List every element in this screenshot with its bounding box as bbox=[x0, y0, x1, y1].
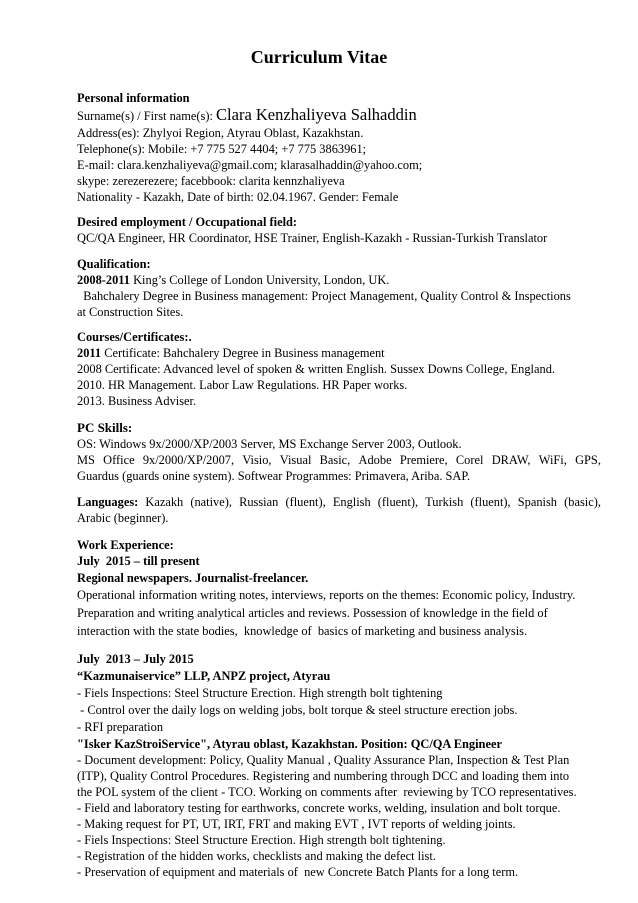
job1-period: July 2015 – till present bbox=[77, 554, 200, 568]
job3-line-6: - Fiels Inspections: Steel Structure Erection. High strength bolt tightening. bbox=[77, 833, 446, 847]
pc-word: Corel bbox=[455, 453, 484, 467]
job3-line-4: - Field and laboratory testing for earthworks, concrete works, welding, insulation and bolt torque. bbox=[77, 801, 561, 815]
job1-line-1: Operational information writing notes, interviews, reports on the themes: Economic policy, Industry. bbox=[77, 588, 576, 602]
job2-line-1: - Fiels Inspections: Steel Structure Erection. High strength bolt tightening bbox=[77, 686, 443, 700]
job2-line-2: - Control over the daily logs on welding jobs, bolt torque & steel structure erection jobs. bbox=[77, 703, 518, 717]
desired-heading: Desired employment / Occupational field: bbox=[77, 215, 298, 229]
languages-heading: Languages: bbox=[77, 495, 139, 509]
job3-line-2: (ITP), Quality Control Procedures. Registering and numbering through DCC and loading them into bbox=[77, 769, 570, 783]
job2-line-3: - RFI preparation bbox=[77, 720, 164, 734]
course-item-2: 2008 Certificate: Advanced level of spoken & written English. Sussex Downs College, England. bbox=[77, 362, 555, 376]
course-year-1: 2011 bbox=[77, 346, 102, 360]
job3-line-7: - Registration of the hidden works, checklists and making the defect list. bbox=[77, 849, 436, 863]
pc-word: GPS, bbox=[575, 453, 601, 467]
name-label: Surname(s) / First name(s): bbox=[77, 109, 217, 123]
language-word: (fluent), bbox=[285, 495, 326, 509]
job1-line-2: Preparation and writing analytical articles and reviews. Possession of knowledge in the field of bbox=[77, 606, 548, 620]
course-text-1: Certificate: Bahchalery Degree in Business management bbox=[101, 346, 385, 360]
job3-line-3: the POL system of the client - TCO. Working on comments after reviewing by TCO representatives. bbox=[77, 785, 577, 799]
telephone: Telephone(s): Mobile: +7 775 527 4404; +7 775 3863961; bbox=[77, 142, 367, 156]
job2-period: July 2013 – July 2015 bbox=[77, 652, 194, 666]
language-word: Spanish bbox=[517, 495, 558, 509]
languages-line-2: Arabic (beginner). bbox=[77, 511, 169, 525]
address: Address(es): Zhylyoi Region, Atyrau Oblast, Kazakhstan. bbox=[77, 126, 364, 140]
pc-word: 9x/2000/XP/2007, bbox=[142, 453, 235, 467]
pc-skills-line-3: Guardus (guards onine system). Softwear Programmes: Primavera, Ariba. SAP. bbox=[77, 469, 470, 483]
job3-line-5: - Making request for PT, UT, IRT, FRT and making EVT , IVT reports of welding joints. bbox=[77, 817, 516, 831]
qualification-year: 2008-2011 bbox=[77, 273, 131, 287]
pc-word: MS bbox=[77, 453, 95, 467]
qualification-school-line bbox=[77, 272, 389, 288]
job1-employer: Regional newspapers. Journalist-freelancer. bbox=[77, 571, 309, 585]
qualification-heading: Qualification: bbox=[77, 257, 151, 271]
courses-heading: Courses/Certificates:. bbox=[77, 330, 192, 344]
pc-skills-line-2 bbox=[77, 452, 601, 468]
pc-skills-line-1: OS: Windows 9x/2000/XP/2003 Server, MS Exchange Server 2003, Outlook. bbox=[77, 437, 462, 451]
job3-employer: "Isker KazStroiService", Atyrau oblast, Kazakhstan. Position: QC/QA Engineer bbox=[77, 737, 502, 751]
pc-skills-heading: PC Skills: bbox=[77, 420, 133, 435]
full-name: Clara Kenzhaliyeva Salhaddin bbox=[216, 105, 417, 124]
pc-word: Office bbox=[103, 453, 135, 467]
work-heading: Work Experience: bbox=[77, 538, 174, 552]
job3-line-8: - Preservation of equipment and materials of new Concrete Batch Plants for a long term. bbox=[77, 865, 519, 879]
language-word: English bbox=[332, 495, 371, 509]
language-word: (fluent), bbox=[377, 495, 419, 509]
skype: skype: zerezerezere; facebbook: clarita kennzhaliyeva bbox=[77, 174, 345, 188]
personal-heading: Personal information bbox=[77, 91, 190, 105]
qualification-degree-1: Bahchalery Degree in Business management: Project Management, Quality Control & Inspections bbox=[77, 289, 571, 303]
qualification-school: King’s College of London University, London, UK. bbox=[130, 273, 390, 287]
course-item-3: 2010. HR Management. Labor Law Regulations. HR Paper works. bbox=[77, 378, 408, 392]
language-word: (basic), bbox=[564, 495, 601, 509]
pc-word: WiFi, bbox=[538, 453, 567, 467]
job1-line-3: interaction with the state bodies, knowledge of basics of marketing and business analysis. bbox=[77, 624, 528, 638]
language-word: (fluent), bbox=[470, 495, 511, 509]
pc-word: Visual bbox=[279, 453, 312, 467]
language-word: (native), bbox=[190, 495, 232, 509]
job2-employer: “Kazmunaiservice” LLP, ANPZ project, Atyrau bbox=[77, 669, 331, 683]
email: E-mail: clara.kenzhaliyeva@gmail.com; klarasalhaddin@yahoo.com; bbox=[77, 158, 423, 172]
pc-word: Adobe bbox=[358, 453, 392, 467]
language-word: Kazakh bbox=[145, 495, 184, 509]
qualification-degree-2: at Construction Sites. bbox=[77, 305, 184, 319]
job3-line-1: - Document development: Policy, Quality Manual , Quality Assurance Plan, Inspection & Test Plan bbox=[77, 753, 570, 767]
pc-word: Visio, bbox=[242, 453, 272, 467]
course-item-4: 2013. Business Adviser. bbox=[77, 394, 197, 408]
pc-word: Basic, bbox=[319, 453, 351, 467]
language-word: Russian bbox=[239, 495, 279, 509]
desired-text: QC/QA Engineer, HR Coordinator, HSE Trainer, English-Kazakh - Russian-Turkish Translator bbox=[77, 231, 548, 245]
pc-word: DRAW, bbox=[491, 453, 531, 467]
languages-line-1 bbox=[77, 494, 601, 510]
language-word: Turkish bbox=[425, 495, 464, 509]
course-item-1 bbox=[77, 345, 385, 361]
pc-word: Premiere, bbox=[399, 453, 448, 467]
name-line bbox=[77, 107, 417, 124]
document-title: Curriculum Vitae bbox=[250, 47, 388, 67]
nationality: Nationality - Kazakh, Date of birth: 02.04.1967. Gender: Female bbox=[77, 190, 399, 204]
